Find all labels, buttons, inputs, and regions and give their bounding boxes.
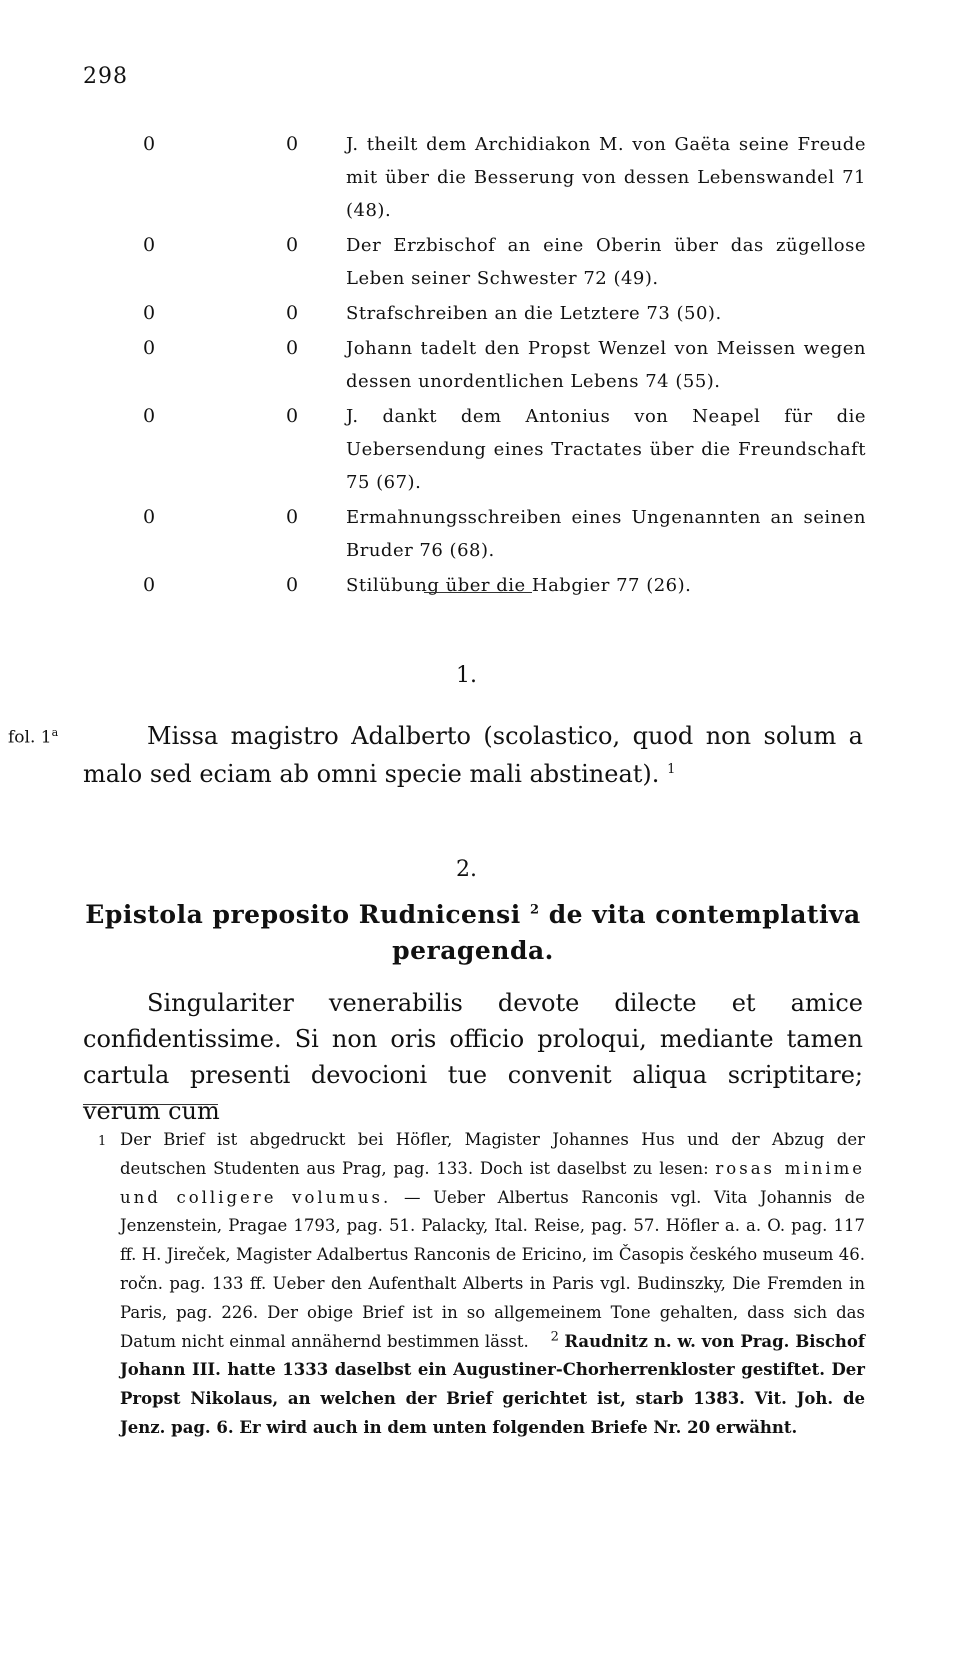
index-entry-text: Strafschreiben an die Letztere 73 (50). [346, 303, 722, 324]
index-col-b: 0 [286, 574, 299, 596]
footnote-1-text-b: — Ueber Albertus Ranconis vgl. Vita Johannis de Jenzenstein, Pragae 1793, pag. 51. Palacky, Ital. Reise, pag. 57. Höfler a. a. O. pag. 117 ff. H. Jireček, Magister Adalbertus Ranconis de Ericino, im Časopis českého museum 46. ročn. pag. 133 ff. Ueber den Aufenthalt Alberts in Paris vgl. Budinszky, Die Fremden in Paris, pag. 226. Der obige Brief ist in so allgemeinem Tone gehalten, dass sich das Datum nicht einmal annähernd bestimmen lässt. [120, 1187, 865, 1351]
index-col-a: 0 [143, 405, 156, 427]
index-entry-text: Stilübung über die Habgier 77 (26). [346, 575, 692, 596]
index-col-a: 0 [143, 574, 156, 596]
index-col-a: 0 [143, 506, 156, 528]
index-col-b: 0 [286, 234, 299, 256]
footnote-1-spaced-quote: rosas minime und colligere volumus. [120, 1158, 866, 1207]
section-1-number: 1. [456, 663, 477, 688]
footnote-2-text: Raudnitz n. w. von Prag. Bischof Johann III. hatte 1333 daselbst ein Augustiner-Chorherrenkloster gestiftet. Der Propst Nikolaus, an welchen der Brief gerichtet ist, starb 1383. Vit. Joh. de Jenz. pag. 6. Er wird auch in dem unten folgenden Briefe Nr. 20 erwähnt. [120, 1331, 865, 1437]
letter-index-table [120, 128, 880, 604]
index-entry-text: Ermahnungsschreiben eines Ungenannten an seinen Bruder 76 (68). [346, 507, 866, 561]
section-2-number: 2. [456, 857, 477, 882]
index-col-a: 0 [143, 302, 156, 324]
index-col-a: 0 [143, 234, 156, 256]
page-number: 298 [83, 64, 128, 89]
footnote-1-text-a: Der Brief ist abgedruckt bei Höfler, Magister Johannes Hus und der Abzug der deutschen Studenten aus Prag, pag. 133. Doch ist daselbst zu lesen: [120, 1130, 865, 1178]
section-divider [424, 592, 532, 593]
index-row [120, 400, 880, 499]
index-row [120, 128, 880, 227]
footnote-ref-2: 2 [529, 902, 540, 918]
letter-2-title-part1: Epistola preposito Rudnicensi [85, 900, 521, 929]
letter-1-body: Missa magistro Adalberto (scolastico, quod non solum a malo sed eciam ab omni specie mali abstineat). [83, 722, 863, 788]
folio-side: a [51, 726, 59, 739]
letter-1-text [83, 717, 863, 793]
index-entry-text: J. theilt dem Archidiakon M. von Gaëta seine Freude mit über die Besserung von dessen Lebenswandel 71 (48). [346, 134, 866, 221]
footnote-1-marker: 1 [98, 1134, 107, 1149]
folio-marker [8, 726, 58, 748]
footnote-rule [83, 1104, 218, 1105]
index-col-b: 0 [286, 337, 299, 359]
footnote-2-marker: 2 [550, 1329, 559, 1345]
index-col-b: 0 [286, 405, 299, 427]
index-entry-text: J. dankt dem Antonius von Neapel für die Uebersendung eines Tractates über die Freundschaft 75 (67). [346, 406, 866, 493]
letter-2-title [83, 897, 863, 969]
index-row [120, 229, 880, 295]
footnote-ref-1: 1 [667, 762, 676, 777]
index-row [120, 332, 880, 398]
index-row [120, 569, 880, 602]
index-entry-text: Johann tadelt den Propst Wenzel von Meissen wegen dessen unordentlichen Lebens 74 (55). [346, 338, 866, 392]
index-col-b: 0 [286, 133, 299, 155]
letter-2-body-text: Singulariter venerabilis devote dilecte et amice confidentissime. Si non oris officio proloqui, mediante tamen cartula presenti devocioni tue convenit aliqua scriptitare; verum cum [83, 989, 863, 1125]
letter-2-body [83, 985, 863, 1129]
folio-label: fol. 1 [8, 727, 52, 748]
footnotes [98, 1126, 866, 1443]
index-row [120, 501, 880, 567]
index-row [120, 297, 880, 330]
index-col-a: 0 [143, 337, 156, 359]
letter-2-title-part2: de vita contemplativa peragenda. [392, 900, 861, 965]
index-entry-text: Der Erzbischof an eine Oberin über das zügellose Leben seiner Schwester 72 (49). [346, 235, 866, 289]
index-col-b: 0 [286, 506, 299, 528]
index-col-a: 0 [143, 133, 156, 155]
index-col-b: 0 [286, 302, 299, 324]
